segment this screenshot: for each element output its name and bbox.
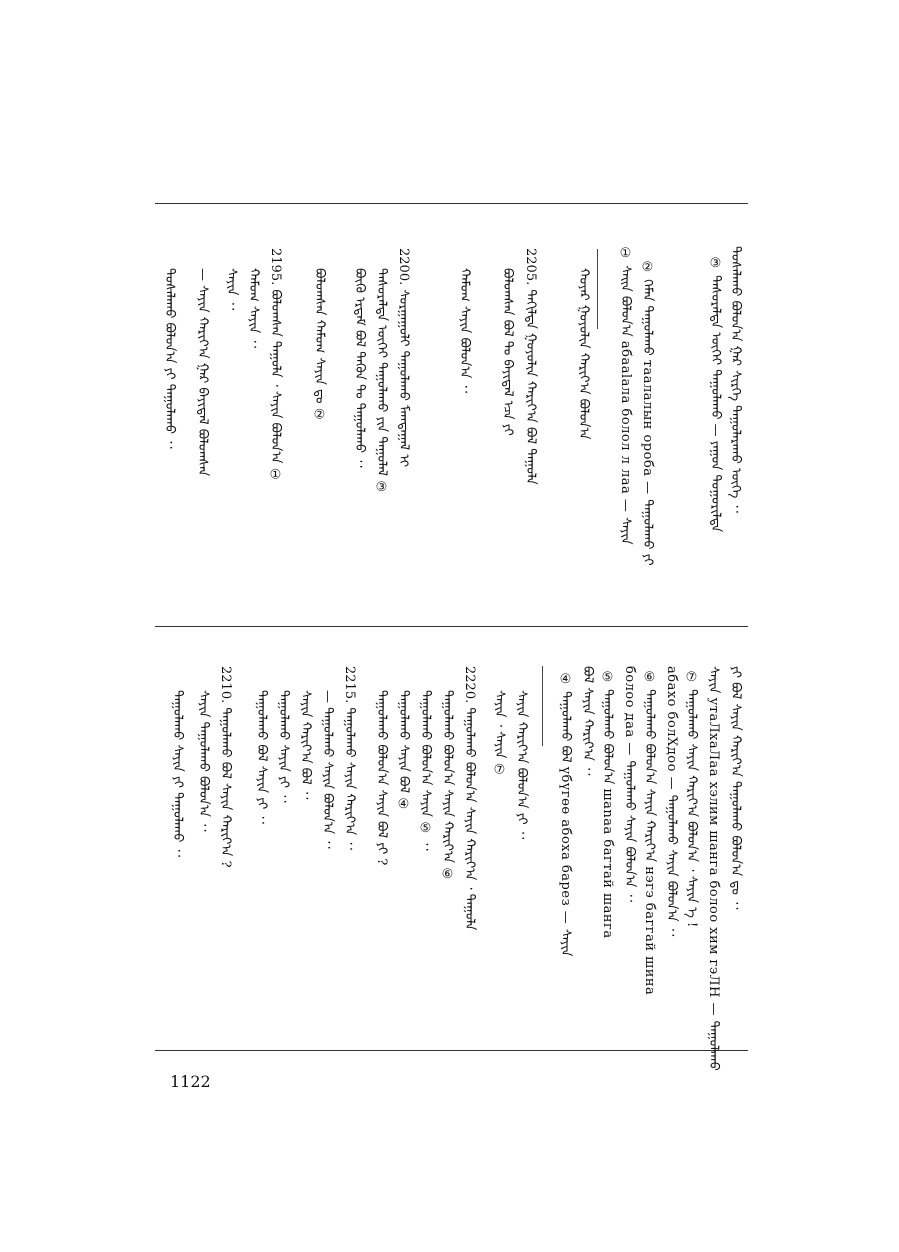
verse-line: ᠲᠠᠭᠤᠯᠠᠬᠤ ᠪᠣᠯ ᠰᠠᠶᠢᠨ ᠶᠢ ᠂᠂ (254, 690, 269, 824)
verse-line: ᠲᠠᠭᠤᠯᠠᠬᠤ ᠪᠣᠯᠤᠨ᠎ᠠ ᠰᠠᠶᠢᠨ ᠬᠠᠷᠢᠶ᠎ᠠ ⑥ (440, 690, 455, 883)
top-annotation-line-3: ② ᠬᠡᠮᠡᠨ ᠲᠠᠭᠤᠯᠠᠬᠤ таалалын ороба — ᠲᠠᠭᠤᠯᠠᠬᠤ ᠶᠢ (640, 260, 655, 566)
verse-line: 2200. ᠰᠤᠷᠭᠠᠭᠤᠯᠢ ᠲᠠᠭᠤᠯᠠᠬᠤ ᠮᠠᠭᠲᠠᠭᠠᠯ ᠢ (396, 248, 411, 468)
verse-line: ᠪᠣᠯᠤᠭᠰᠠᠨ ᠬᠠᠮᠤᠭ ᠰᠠᠶᠢᠨ ᠳᠤ ② (312, 268, 327, 423)
verse-line: 2220. ᠲᠠᠭᠤᠯᠠᠬᠤ ᠪᠣᠯᠤᠨ᠎ᠠ ᠰᠠᠶᠢᠨ ᠬᠠᠷᠢᠶ᠎ᠠ ᠂ ᠲᠠᠭᠤᠯᠠ (462, 666, 477, 931)
top-annotation-line-1: ᠲᠤᠰᠠᠯᠠᠬᠤ ᠪᠣᠯᠤᠨ᠎ᠠ ᠭᠠᠷ ᠰᠢᠷᠭᠡ ᠲᠠᠭᠤᠯᠠᠷᠠᠬᠤ ᠦᠭᠡ ᠂᠂ (728, 246, 743, 513)
verse-line: ᠲᠠᠰᠤᠷᠠᠯᠲᠠ ᠦᠭᠡᠢ ᠲᠠᠭᠤᠯᠠᠬᠤ ᠶᠢᠨ ᠲᠠᠭᠤᠯᠠᠯ ③ (374, 268, 389, 496)
verse-line: ᠬᠠᠮᠤᠭ ᠰᠠᠶᠢᠨ ᠂᠂ (246, 268, 261, 348)
verse-line: ᠲᠠᠭᠤᠯᠠᠬᠤ ᠰᠠᠶᠢᠨ ᠶᠢ ᠂᠂ (276, 690, 291, 803)
verse-line: ᠲᠠᠭᠤᠯᠠᠬᠤ ᠰᠠᠶᠢᠨ ᠪᠣᠯ ④ (396, 690, 411, 813)
verse-line: ᠰᠠᠶᠢᠨ ᠬᠠᠷᠢᠶ᠎ᠠ ᠪᠣᠯ ᠂᠂ (298, 690, 313, 800)
bottom-annotation-line-4: абахо болХдоо — ᠲᠠᠭᠤᠯᠠᠬᠤ ᠰᠠᠶᠢᠨ ᠪᠣᠯᠤᠨ᠎ᠠ ᠂᠂ (664, 666, 679, 937)
verse-line: ᠪᠦᠬᠦ ᠡᠷᠳᠡᠮ ᠪᠣᠯ ᠲᠡᠭᠦᠨ ᠲᠤ ᠲᠠᠭᠤᠯᠠᠬᠤ ᠂᠂ (352, 268, 367, 468)
verse-line: ᠪᠣᠯᠤᠭᠰᠠᠨ ᠪᠣᠯ ᠲᠤ ᠪᠠᠶᠢᠳᠠᠯ ᠡᠴᠡ ᠶᠢ (500, 268, 515, 436)
verse-line: ᠲᠠᠭᠤᠯᠠᠬᠤ ᠰᠠᠶᠢᠨ ᠶᠢ ᠲᠠᠭᠤᠯᠠᠬᠤ ᠂᠂ (170, 690, 185, 857)
verse-line: — ᠰᠠᠶᠢᠨ ᠬᠠᠷᠢᠶ᠎ᠠ ᠭᠠᠷ ᠪᠠᠶᠢᠳᠠᠯ ᠪᠣᠯᠤᠭᠰᠠᠨ (195, 268, 210, 477)
bottom-rule (155, 1050, 748, 1051)
verse-line: — ᠲᠠᠭᠤᠯᠠᠬᠤ ᠰᠠᠶᠢᠨ ᠪᠣᠯᠤᠨ᠎ᠠ ᠂᠂ (320, 690, 335, 849)
top-annotation-line-2: ③ ᠲᠠᠰᠤᠷᠠᠯᠲᠠ ᠦᠭᠡᠢ ᠲᠠᠭᠤᠯᠠᠬᠤ — ᠶᠠᠭᠤᠨ ᠳᠤᠭᠤᠷᠢᠯᠲᠠ (708, 256, 723, 533)
page-number: 1122 (170, 1072, 211, 1091)
bottom-annotation-line-6: болоо даа — ᠲᠠᠭᠤᠯᠠᠬᠤ ᠰᠠᠶᠢᠨ ᠪᠣᠯᠤᠨ᠎ᠠ ᠂᠂ (622, 666, 637, 902)
verse-line: 2195. ᠪᠣᠯᠤᠭᠰᠠᠨ ᠲᠠᠭᠤᠯᠠ ᠂ ᠰᠠᠶᠢᠨ ᠪᠣᠯᠤᠨ᠎ᠠ ① (268, 248, 283, 483)
bottom-annotation-line-3: ⑦ ᠲᠠᠭᠤᠯᠠᠬᠤ ᠰᠠᠶᠢᠨ ᠬᠠᠷᠢᠶ᠎ᠠ ᠪᠣᠯᠤᠨ᠎ᠠ ᠂ ᠰᠠᠶᠢᠨ ᠡ ! (684, 670, 699, 928)
verse-line: 2215. ᠲᠠᠭᠤᠯᠠᠬᠤ ᠰᠠᠶᠢᠨ ᠬᠠᠷᠢᠶ᠎ᠠ ᠂᠂ (342, 666, 357, 850)
top-section-separator (597, 249, 598, 329)
verse-line: ᠲᠠᠭᠤᠯᠠᠬᠤ ᠪᠣᠯᠤᠨ᠎ᠠ ᠰᠠᠶᠢᠨ ⑤ ᠂᠂ (418, 690, 433, 851)
verse-line: ᠰᠠᠶᠢᠨ ᠂᠂ (224, 268, 239, 311)
verse-line: ᠰᠠᠶᠢᠨ ᠲᠠᠭᠤᠯᠠᠬᠤ ᠪᠣᠯᠤᠨ᠎ᠠ ᠂᠂ (196, 690, 211, 832)
bottom-annotation-line-7: ⑤ ᠲᠠᠭᠤᠯᠠᠬᠤ ᠪᠣᠯᠤᠨ᠎ᠠ шаnaa бaгтай шанга (600, 670, 615, 939)
verse-line: 2205. ᠳᠠᠬᠢᠯᠲᠠ ᠭᠤᠶᠤᠯᠢᠨ ᠬᠠᠷᠢᠶ᠎ᠠ ᠪᠣᠯ ᠲᠠᠭᠤᠯᠠ (523, 248, 538, 485)
top-annotation-line-4: ① ᠰᠠᠢᠨ ᠪᠣᠯᠤᠨ᠎ᠠ абааlала болол л лаа — ᠰᠠᠶᠢᠨ (618, 246, 633, 545)
verse-line: ᠲᠤᠰᠠᠯᠠᠬᠤ ᠪᠣᠯᠤᠨ᠎ᠠ ᠶᠢ ᠲᠠᠭᠤᠯᠠᠬᠤ ᠂᠂ (162, 268, 177, 449)
verse-line: ᠰᠠᠶᠢᠨ ᠂ ᠰᠠᠶᠢᠨ ⑦ (492, 690, 507, 778)
middle-rule (155, 626, 748, 627)
verse-line: ᠲᠠᠭᠤᠯᠠᠬᠤ ᠪᠣᠯᠤᠨ᠎ᠠ ᠰᠠᠶᠢᠨ ᠪᠣᠯ ᠶᠢ ? (374, 690, 389, 866)
bottom-annotation-line-1: ᠶᠢ ᠪᠣᠯ ᠰᠠᠶᠢᠨ ᠬᠠᠷᠢᠶ᠎ᠠ ᠲᠠᠭᠤᠯᠠᠬᠤ ᠪᠣᠯᠤᠨ᠎ᠠ ᠳᠤ ᠂᠂ (728, 666, 743, 910)
verse-line: ᠬᠠᠮᠤᠭ ᠰᠠᠶᠢᠨ ᠪᠣᠯᠤᠨ᠎ᠠ ᠂᠂ (457, 268, 472, 393)
bottom-section-separator (542, 666, 543, 746)
bottom-annotation-line-8: ᠪᠣᠯ ᠰᠠᠶᠢᠨ ᠬᠠᠷᠢᠶ᠎ᠠ ᠂᠂ (580, 666, 595, 776)
verse-line: ᠬᠤᠶᠠᠷ ᠭᠤᠶᠤᠯᠢᠨ ᠬᠠᠷᠢᠶ᠎ᠠ ᠪᠣᠯᠤᠨ᠎ᠠ (576, 268, 591, 440)
top-rule (155, 203, 748, 204)
bottom-annotation-line-5: ⑥ ᠲᠠᠭᠤᠯᠠᠬᠤ ᠪᠣᠯᠤᠨ᠎ᠠ ᠰᠠᠶᠢᠨ ᠬᠠᠷᠢᠶ᠎ᠠ нэгэ баггай шина (642, 670, 657, 996)
bottom-annotation-line-9: ④ ᠲᠠᠭᠤᠯᠠᠬᠤ ᠪᠣᠯ үбүгөө абоха барeз — ᠰᠠᠶᠢᠨ (558, 672, 573, 957)
verse-line: ᠰᠠᠶᠢᠨ ᠬᠠᠷᠢᠶ᠎ᠠ ᠪᠣᠯᠤᠨ᠎ᠠ ᠶᠢ ᠂᠂ (514, 690, 529, 840)
bottom-annotation-line-2: ᠰᠠᠶᠢᠨ утaЛхаЛаа хэлим шанга болоо хим гэЛН — ᠲᠠᠭᠤᠯᠠᠬᠤ (706, 666, 721, 1071)
verse-line: 2210. ᠲᠠᠭᠤᠯᠠᠬᠤ ᠪᠣᠯ ᠰᠠᠶᠢᠨ ᠬᠠᠷᠢᠶ᠎ᠠ ? (218, 666, 233, 868)
